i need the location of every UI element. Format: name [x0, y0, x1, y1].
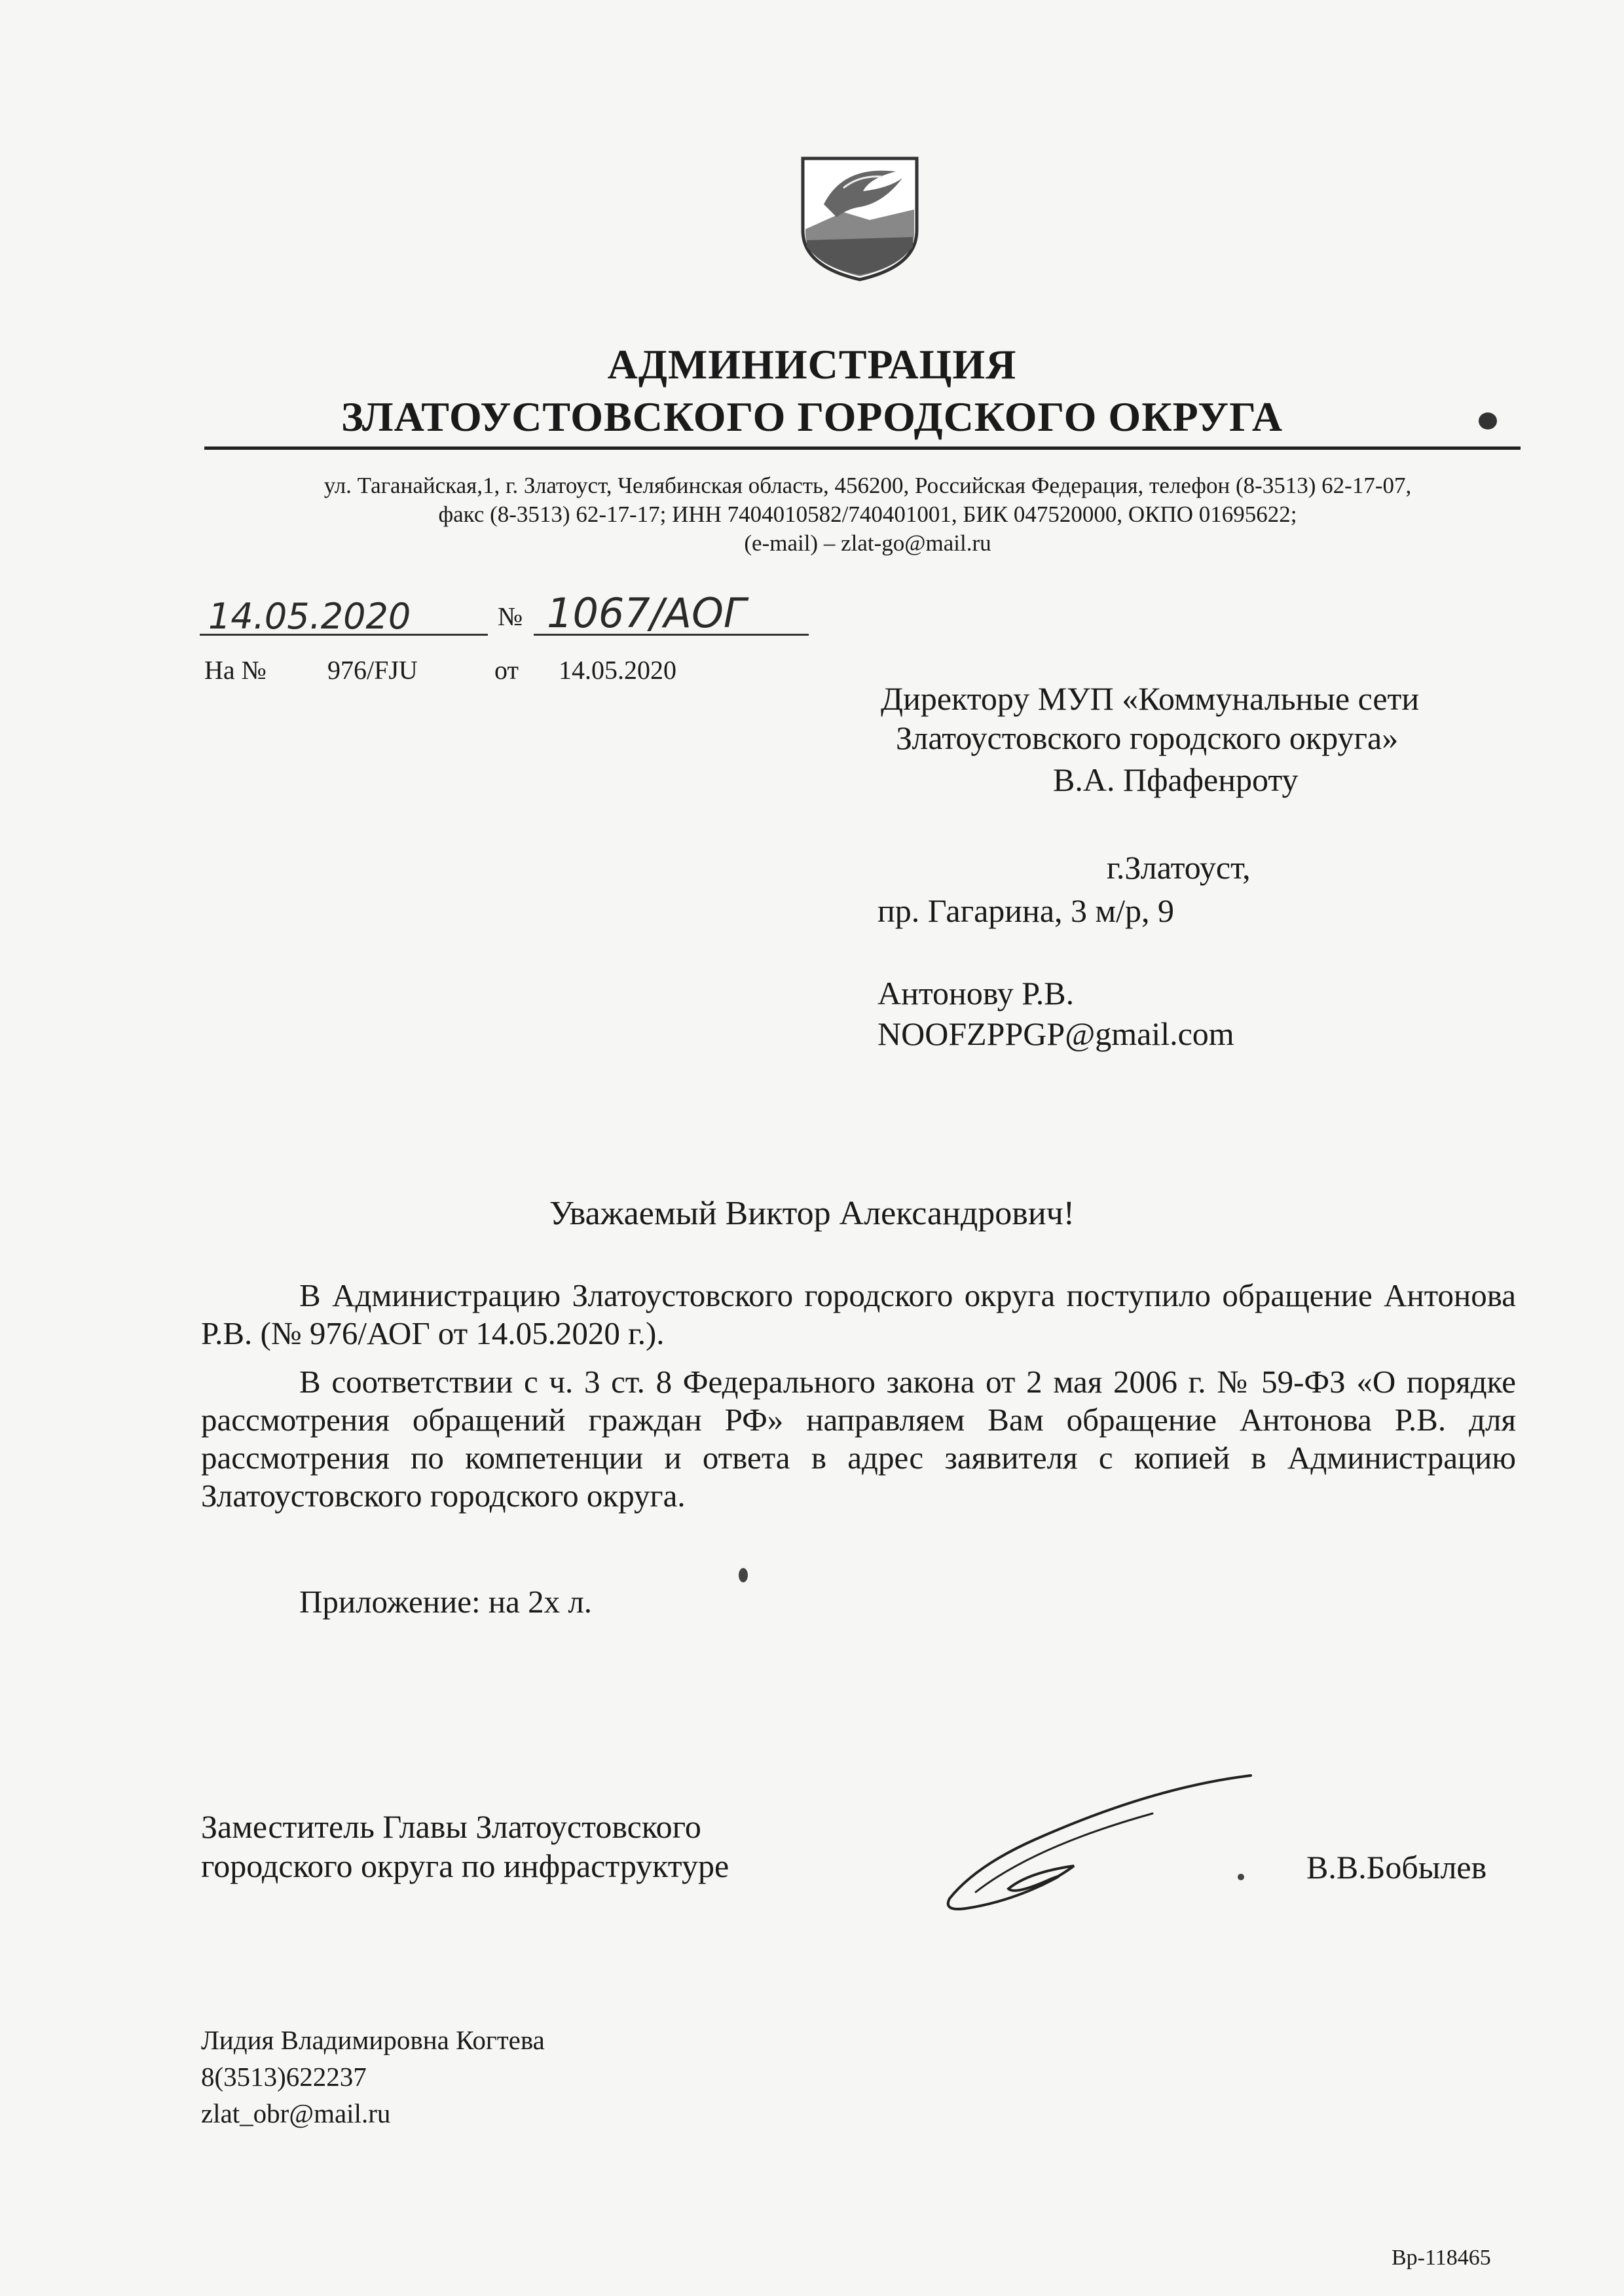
registration-number: 1067/АОГ	[547, 589, 747, 637]
letter-paragraph: В Администрацию Златоустовского городского округа поступило обращение Антонова Р.В. (№ 976/АОГ от 14.05.2020 г.).	[201, 1277, 1516, 1351]
document-id: Вр-118465	[1392, 2246, 1491, 2270]
city-emblem-icon	[798, 152, 922, 283]
registration-date-underline	[200, 634, 488, 636]
handwritten-signature	[936, 1768, 1277, 1918]
letter-greeting: Уважаемый Виктор Александрович!	[549, 1195, 1075, 1232]
recipient-city: г.Златоуст,	[1107, 849, 1251, 886]
executor-name: Лидия Владимировна Когтева	[201, 2025, 545, 2055]
copy-recipient-name: Антонову Р.В.	[877, 975, 1075, 1011]
copy-recipient-email: NOOFZPPGP@gmail.com	[877, 1015, 1234, 1052]
address-line-1: ул. Таганайская,1, г. Златоуст, Челябинская область, 456200, Российская Федерация, телефон (8-3513) 62-17-07,	[323, 473, 1412, 498]
attachment-note: Приложение: на 2х л.	[299, 1584, 593, 1620]
signatory-position-line: городского округа по инфраструктуре	[201, 1848, 729, 1884]
signatory-name: В.В.Бобылев	[1306, 1849, 1487, 1886]
ink-speck	[1479, 412, 1497, 429]
ink-speck	[1238, 1874, 1244, 1880]
registration-date: 14.05.2020	[208, 596, 411, 637]
executor-phone: 8(3513)622237	[201, 2062, 367, 2092]
registration-number-sign: №	[498, 602, 523, 631]
letter-paragraph: В соответствии с ч. 3 ст. 8 Федерального закона от 2 мая 2006 г. № 59-ФЗ «О порядке рассмотрения обращений граждан РФ» направляем Вам обращение Антонова Р.В. для рассмотрения по компетенции и ответа в адрес заявителя с копией в Администрацию Златоустовского городского округа.	[201, 1364, 1516, 1514]
header-rule	[204, 446, 1521, 450]
recipient-name: В.А. Пфафенроту	[1053, 761, 1299, 798]
address-line-3: (e-mail) – zlat-go@mail.ru	[744, 530, 991, 556]
executor-email: zlat_obr@mail.ru	[201, 2098, 391, 2128]
reply-to-number: 976/FJU	[327, 655, 418, 685]
signatory-position-line: Заместитель Главы Златоустовского	[201, 1808, 701, 1845]
recipient-line: Директору МУП «Коммунальные сети	[881, 680, 1420, 717]
recipient-line: Златоустовского городского округа»	[896, 720, 1399, 756]
organization-subtitle: ЗЛАТОУСТОВСКОГО ГОРОДСКОГО ОКРУГА	[341, 393, 1283, 440]
reply-from-label: от	[494, 655, 519, 685]
address-line-2: факс (8-3513) 62-17-17; ИНН 7404010582/740401001, БИК 047520000, ОКПО 01695622;	[438, 501, 1297, 527]
registration-number-underline	[534, 634, 809, 636]
signatory-position	[201, 1807, 729, 1886]
ink-speck	[739, 1568, 748, 1582]
organization-title: АДМИНИСТРАЦИЯ	[607, 341, 1017, 388]
reply-to-date: 14.05.2020	[559, 655, 676, 685]
reply-to-label: На №	[204, 655, 267, 685]
recipient-address: пр. Гагарина, 3 м/р, 9	[877, 892, 1175, 929]
